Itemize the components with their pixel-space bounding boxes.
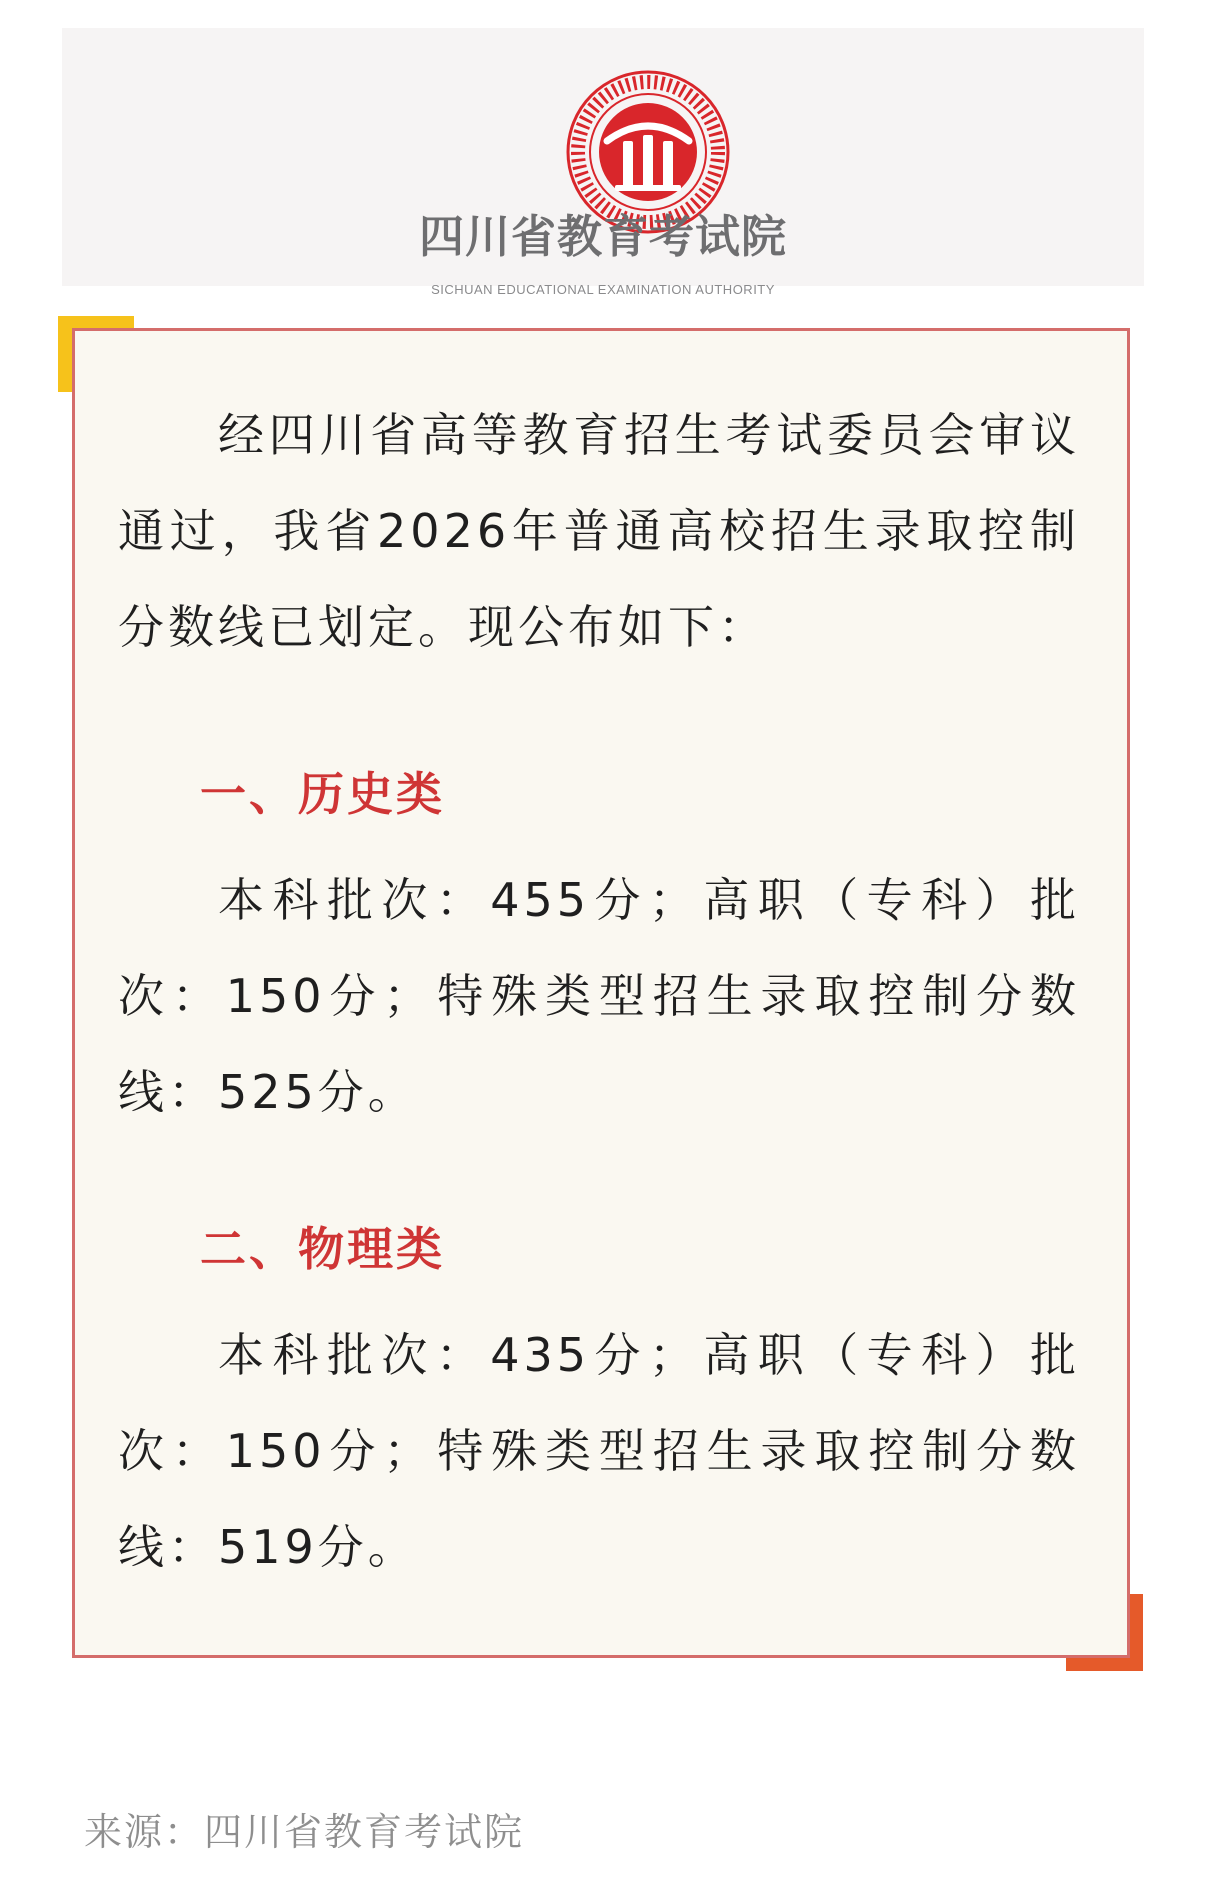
section-heading-history: 一、历史类: [200, 767, 445, 821]
org-name-english: SICHUAN EDUCATIONAL EXAMINATION AUTHORITY: [431, 282, 775, 297]
section-heading-physics: 二、物理类: [200, 1222, 445, 1276]
source-credit: 来源：四川省教育考试院: [84, 1810, 525, 1854]
header-banner: [62, 28, 1144, 297]
section-body-history: 本科批次：455分；高职（专科）批次：150分；特殊类型招生录取控制分数线：525分。: [118, 873, 1080, 1119]
org-name: 四川省教育考试院: [418, 210, 787, 263]
notice-intro: 经四川省高等教育招生考试委员会审议通过，我省2026年普通高校招生录取控制分数线已划定。现公布如下：: [118, 408, 1080, 654]
section-body-physics: 本科批次：435分；高职（专科）批次：150分；特殊类型招生录取控制分数线：519分。: [118, 1328, 1080, 1574]
